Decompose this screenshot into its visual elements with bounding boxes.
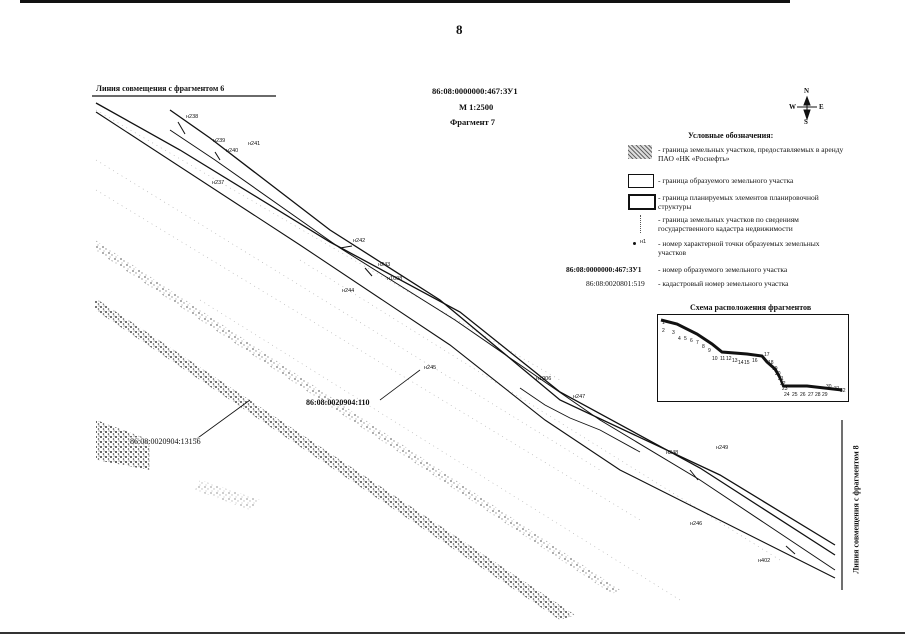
page-number: 8 (456, 22, 463, 37)
legend-symbol-box (628, 174, 654, 188)
scheme-num-19: 19 (772, 366, 778, 372)
point-label: н402 (758, 558, 771, 564)
scheme-num-10: 10 (712, 356, 718, 362)
point-label: н248 (666, 450, 679, 456)
scheme-num-3: 3 (672, 330, 675, 336)
scheme-num-16: 16 (752, 358, 758, 364)
legend-text-6: - номер образуемого земельного участка (658, 265, 788, 274)
point-label: н241 (248, 141, 261, 147)
compass-e: E (819, 103, 824, 111)
scheme-num-8: 8 (702, 344, 705, 350)
legend-text-1: - граница земельных участков, предоставляемых в аренду ПАО «НК «Роснефть» (658, 145, 844, 163)
legend-title: Условные обозначения: (688, 131, 774, 140)
scheme-num-2: 2 (662, 328, 665, 334)
scheme-num-4: 4 (678, 336, 681, 342)
scheme-num-27: 27 (808, 392, 814, 398)
legend-text-2: - граница образуемого земельного участка (658, 176, 794, 185)
scheme-num-31: 31 (834, 386, 840, 392)
scheme-num-15: 15 (744, 360, 750, 366)
compass-s: S (804, 118, 808, 126)
scheme-num-6: 6 (690, 338, 693, 344)
scheme-num-5: 5 (684, 336, 687, 342)
join-line-right-label: Линия совмещения с фрагментом 8 (851, 445, 861, 574)
scheme-title: Схема расположения фрагментов (690, 303, 812, 312)
scheme-num-9: 9 (708, 348, 711, 354)
scheme-num-20: 20 (775, 371, 781, 377)
legend-symbol-dotted (640, 215, 644, 233)
leader-line-13156 (195, 400, 250, 440)
scheme-num-13: 13 (732, 358, 738, 364)
point-label: н238 (186, 114, 199, 120)
scheme-num-11: 11 (720, 356, 726, 362)
legend-symbol-box-thick (628, 194, 656, 210)
scheme-num-25: 25 (792, 392, 798, 398)
scheme-num-1: 1 (662, 320, 665, 326)
scheme-num-17: 17 (764, 352, 770, 358)
point-label: н246 (690, 521, 703, 527)
legend-parcel-label: 86:08:0000000:467:ЗУ1 (566, 265, 642, 274)
scheme-num-28: 28 (815, 392, 821, 398)
scheme-num-7: 7 (696, 340, 699, 346)
scheme-num-21: 21 (778, 376, 784, 382)
point-label: н249 (716, 445, 729, 451)
legend-text-5: - номер характерной точки образуемых земельных участков (658, 239, 820, 257)
cadastral-label-110: 86:08:0020904:110 (306, 398, 370, 407)
scale-label: М 1:2500 (459, 102, 494, 112)
legend-text-3: - граница планируемых элементов планировочной структуры (658, 193, 819, 211)
legend-text-7: - кадастровый номер земельного участка (658, 279, 789, 288)
point-label: н242 (353, 238, 366, 244)
compass-w: W (789, 103, 796, 111)
scheme-num-29: 29 (822, 392, 828, 398)
point-label: н245 (424, 365, 437, 371)
compass-n: N (804, 87, 810, 95)
fragment-label: Фрагмент 7 (450, 117, 496, 127)
point-label: н240 (226, 148, 239, 154)
scheme-numbers (660, 318, 846, 398)
legend-symbol-hatched (628, 145, 652, 159)
scheme-num-32: 32 (840, 388, 846, 394)
scheme-num-26: 26 (800, 392, 806, 398)
point-label: н237 (212, 180, 225, 186)
hatched-strip-3 (195, 480, 260, 510)
scheme-num-18: 18 (768, 360, 774, 366)
cadastral-label-13156: 86:08:0020904:13156 (130, 437, 201, 446)
scheme-num-14: 14 (738, 360, 744, 366)
point-label: н244 (342, 288, 355, 294)
legend-point-marker (633, 242, 636, 245)
join-line-left-label: Линия совмещения с фрагментом 6 (96, 84, 225, 93)
legend-point-label: н1 (640, 239, 647, 245)
scheme-num-23: 23 (782, 386, 788, 392)
point-label: н1008 (387, 276, 403, 282)
point-label: н1006 (536, 376, 552, 382)
scheme-num-24: 24 (784, 392, 790, 398)
point-label: н247 (573, 394, 586, 400)
scheme-num-30: 30 (826, 384, 832, 390)
parcel-id-title: 86:08:0000000:467:ЗУ1 (432, 86, 518, 96)
legend-cadastral-label: 86:08:0020801:519 (586, 279, 645, 288)
point-label: н243 (378, 262, 391, 268)
point-label: н239 (213, 138, 226, 144)
scheme-num-22: 22 (780, 381, 786, 387)
legend-text-4: - граница земельных участков по сведениям государственного кадастра недвижимости (658, 215, 799, 233)
scheme-num-12: 12 (726, 356, 732, 362)
compass-rose (797, 97, 817, 119)
